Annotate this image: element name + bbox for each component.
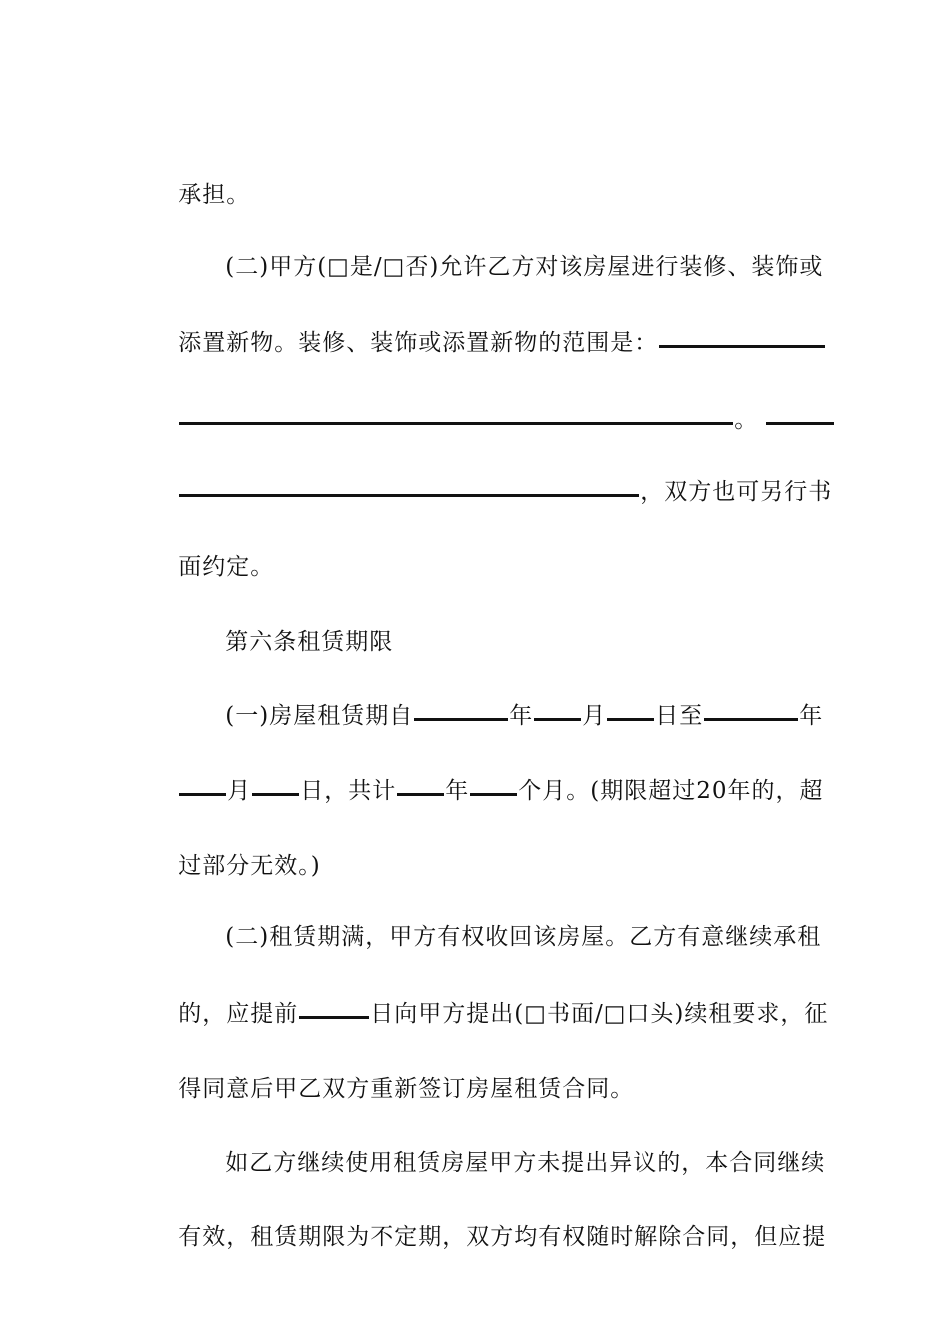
text: 年	[445, 778, 470, 804]
text: 日向甲方提出(□书面/□口头)续租要求，征	[370, 1001, 829, 1027]
fill-blank-month[interactable]	[179, 773, 226, 796]
text: (二)租赁期满，甲方有权收回该房屋。乙方有意继续承租	[225, 924, 822, 950]
fill-blank-month[interactable]	[534, 698, 581, 721]
clause-6-3-line-2	[145, 1177, 827, 1250]
clause-6-3-line-1	[192, 1103, 826, 1176]
text-line	[145, 135, 251, 208]
fill-blank-day[interactable]	[252, 773, 299, 796]
fill-blank-year[interactable]	[704, 698, 798, 721]
text: 。	[734, 407, 759, 433]
article-6-heading	[192, 582, 394, 655]
fill-blank[interactable]	[179, 474, 639, 497]
text: 年	[509, 703, 534, 729]
clause-5-2-line-2	[145, 283, 826, 356]
clause-6-2-line-2	[145, 954, 829, 1027]
text: (二)甲方(□是/□否)允许乙方对该房屋进行装修、装饰或	[225, 254, 824, 280]
text: 月	[582, 703, 607, 729]
fill-blank[interactable]	[766, 402, 834, 425]
clause-6-1-line-3	[145, 806, 321, 879]
clause-5-2-line-4	[145, 432, 833, 505]
text: 日至	[655, 703, 704, 729]
clause-5-2-line-5	[145, 507, 275, 580]
fill-blank[interactable]	[659, 325, 825, 348]
clause-6-2-line-1	[192, 877, 822, 950]
text: 年	[799, 703, 824, 729]
clause-5-2-line-1	[192, 207, 824, 280]
text: 面约定。	[178, 554, 275, 580]
text: 的，应提前	[178, 1001, 299, 1027]
fill-blank-years[interactable]	[397, 773, 444, 796]
text: 有效，租赁期限为不定期，双方均有权随时解除合同，但应提	[178, 1224, 827, 1250]
fill-blank-year[interactable]	[414, 698, 508, 721]
text: 个月。(期限超过20年的，超	[518, 778, 824, 804]
clause-6-1-line-2	[145, 731, 824, 804]
text: ，双方也可另行书	[640, 479, 833, 505]
clause-6-1-line-1	[192, 656, 824, 729]
clause-6-2-line-3	[145, 1029, 635, 1102]
fill-blank-days[interactable]	[299, 996, 369, 1019]
text: (一)房屋租赁期自	[225, 703, 414, 729]
text: 日，共计	[300, 778, 397, 804]
text: 添置新物。装修、装饰或添置新物的范围是：	[178, 330, 659, 356]
fill-blank-day[interactable]	[607, 698, 654, 721]
text: 月	[227, 778, 252, 804]
clause-5-2-line-3	[145, 360, 835, 433]
fill-blank-months[interactable]	[470, 773, 517, 796]
text: 过部分无效。)	[178, 853, 321, 879]
fill-blank[interactable]	[179, 402, 733, 425]
text: 第六条租赁期限	[225, 629, 394, 655]
text: 如乙方继续使用租赁房屋甲方未提出异议的，本合同继续	[225, 1150, 826, 1176]
text: 承担。	[178, 182, 251, 208]
text: 得同意后甲乙双方重新签订房屋租赁合同。	[178, 1076, 635, 1102]
